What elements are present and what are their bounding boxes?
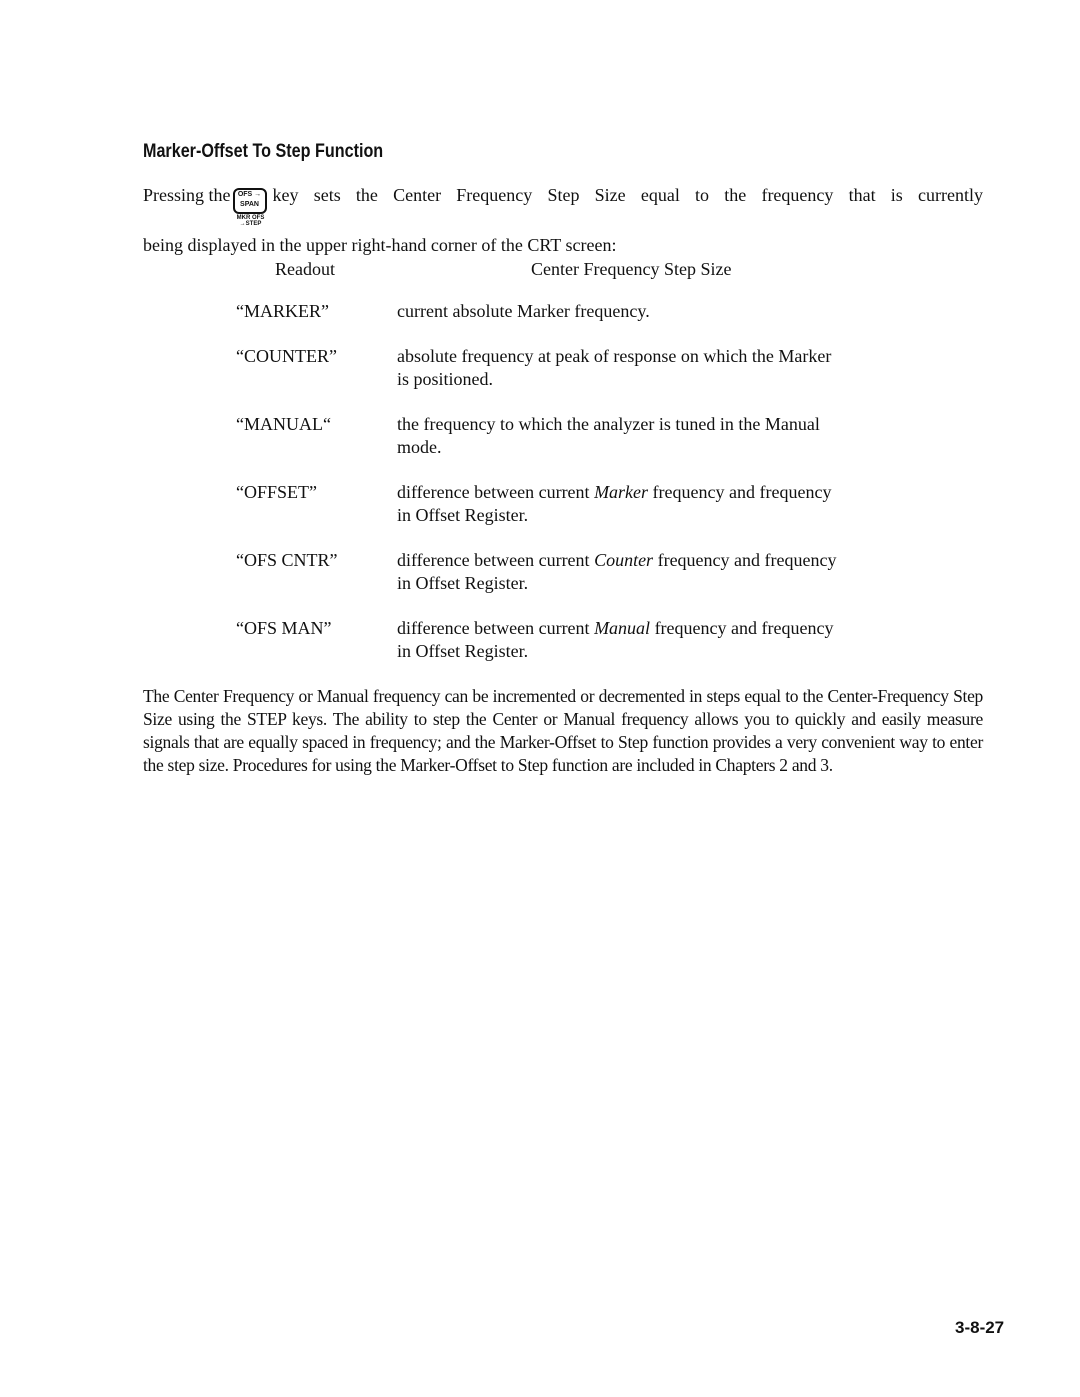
desc-emphasis: Manual — [594, 618, 651, 638]
readout-label: “MANUAL“ — [236, 414, 331, 434]
body-paragraph: The Center Frequency or Manual frequency can be incremented or decremented in steps equal to the Center-Frequency Step Size using the STEP keys. The ability to step the Center or Manual frequency allows you to quickly and easily measure signals that are equally spaced in frequency; and the Marker-Offset to Step function provides a very convenient way to enter the step size. Procedures for using the Marker-Offset to Step function are included in Chapters 2 and 3. — [143, 686, 983, 775]
key-sublabel-2: →STEP — [239, 221, 262, 227]
content-flow — [143, 300, 983, 777]
readout-desc: absolute frequency at peak of response on which the Marker is positioned. — [397, 346, 832, 389]
readout-label: “MARKER” — [236, 301, 329, 321]
readout-desc — [397, 481, 837, 527]
intro-pre-text: Pressing the — [143, 185, 231, 205]
readout-table — [236, 300, 846, 663]
column-header-step-size: Center Frequency Step Size — [531, 259, 732, 279]
readout-label: “OFS CNTR” — [236, 550, 338, 570]
desc-post: frequency and frequency in Offset Register. — [397, 618, 834, 661]
intro-line-2: being displayed in the upper right-hand corner of the CRT screen: — [143, 235, 617, 255]
readout-label: “COUNTER” — [236, 346, 337, 366]
table-row — [236, 300, 846, 323]
key-label-top: OFS → — [237, 191, 262, 198]
desc-emphasis: Counter — [594, 550, 654, 570]
desc-pre: difference between current — [397, 550, 595, 570]
page-number: 3-8-27 — [955, 1318, 1005, 1337]
readout-label: “OFS MAN” — [236, 618, 332, 638]
desc-emphasis: Marker — [594, 482, 649, 502]
table-row — [236, 481, 846, 527]
table-row — [236, 413, 846, 459]
intro-pre — [143, 184, 269, 227]
key-sublabel — [233, 215, 269, 227]
readout-desc — [397, 617, 837, 663]
section-heading: Marker-Offset To Step Function — [143, 141, 384, 162]
table-row — [236, 617, 846, 663]
intro-post: key sets the Center Frequency Step Size equal to the frequency that is currently — [272, 185, 983, 205]
column-header-readout: Readout — [275, 259, 335, 279]
desc-pre: difference between current — [397, 618, 595, 638]
ofs-span-key-icon — [233, 188, 267, 227]
readout-desc — [397, 549, 837, 595]
desc-pre: difference between current — [397, 482, 595, 502]
desc-post: frequency and frequency in Offset Register. — [397, 482, 832, 525]
readout-desc: the frequency to which the analyzer is tuned in the Manual mode. — [397, 414, 820, 457]
table-row — [236, 549, 846, 595]
readout-desc: current absolute Marker frequency. — [397, 301, 650, 321]
desc-post: frequency and frequency in Offset Register. — [397, 550, 837, 593]
intro-line-1 — [143, 184, 983, 227]
table-row — [236, 345, 846, 391]
key-label-bottom: SPAN — [240, 201, 259, 208]
readout-label: “OFFSET” — [236, 482, 317, 502]
key-sublabel-1: MKR OFS — [236, 215, 265, 221]
